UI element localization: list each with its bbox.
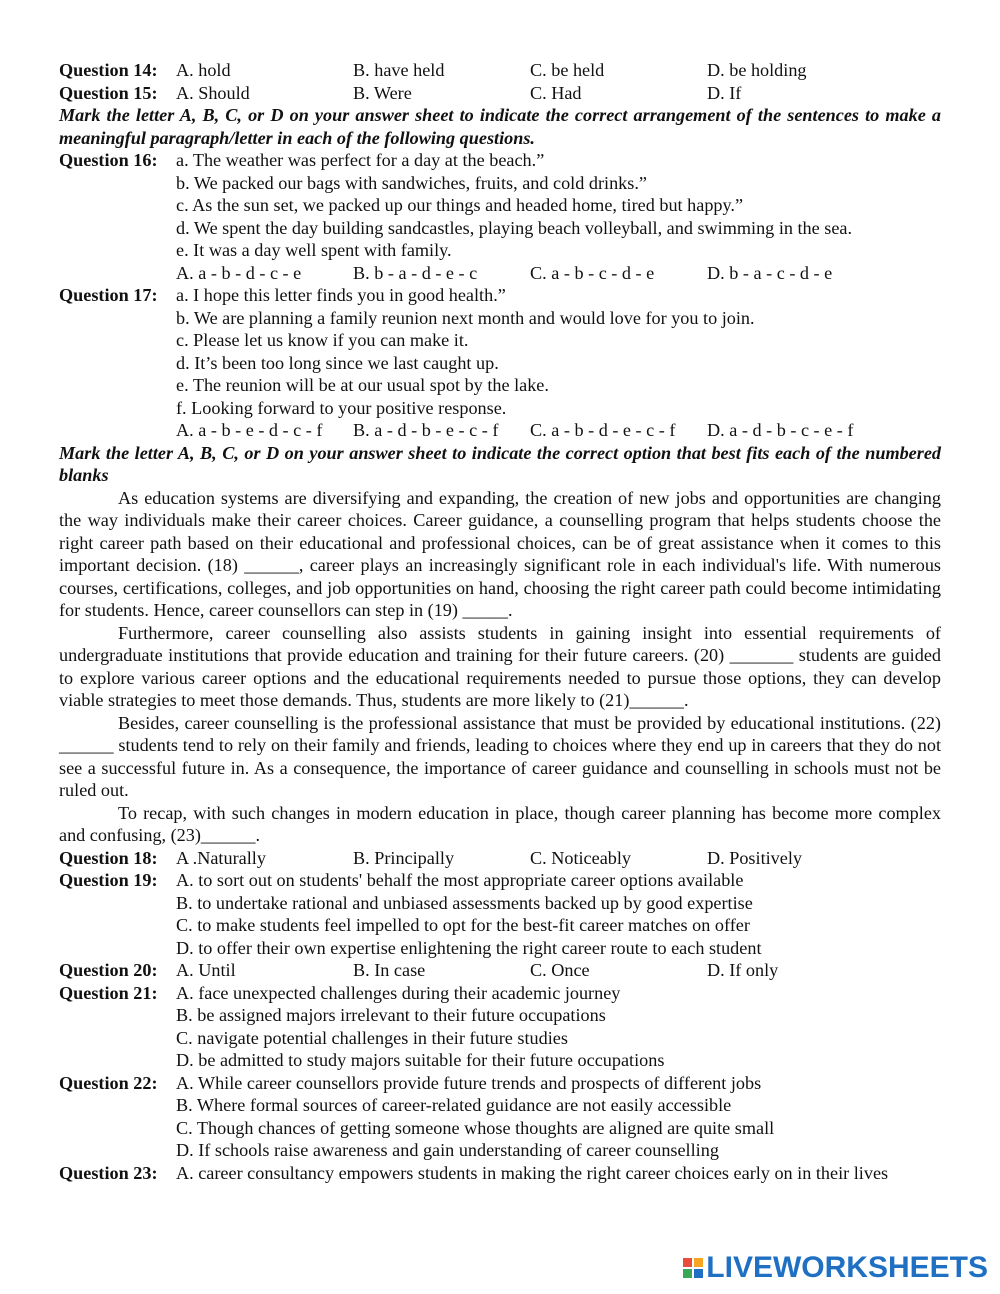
passage-paragraph: As education systems are diversifying and expanding, the creation of new jobs and opportunities are changing the way individuals make their career choices. Career guidance, a counselling program that helps students choose the right career path based on their educational and professional choices, can be of great assistance when it comes to this important decision. (18) ______, career plays an increasingly significant role in each individual's life. With numerous courses, certifications, colleges, and job opportunities on hand, choosing the right career path could become intimidating for students. Hence, career counsellors can step in (19) _____. <box>59 487 941 620</box>
option-d[interactable]: D. to offer their own expertise enlightening the right career route to each student <box>176 937 762 958</box>
option-b[interactable]: B. a - d - b - e - c - f <box>353 420 499 440</box>
passage-paragraph: To recap, with such changes in modern education in place, though career planning has become more complex and confusing, (23)______. <box>59 802 941 845</box>
options-row <box>176 82 941 105</box>
option-c[interactable]: C. to make students feel impelled to opt for the best-fit career matches on offer <box>176 915 750 935</box>
option-a[interactable]: A .Naturally <box>176 847 266 868</box>
question-label: Question 23: <box>59 1162 158 1183</box>
option-d[interactable]: D. If only <box>707 960 779 980</box>
option-d[interactable]: D. If schools raise awareness and gain understanding of career counselling <box>176 1140 719 1160</box>
question-label: Question 22: <box>59 1072 158 1093</box>
liveworksheets-logo <box>683 1252 988 1284</box>
option-a[interactable]: A. face unexpected challenges during their academic journey <box>176 982 621 1003</box>
sentence-a: a. I hope this letter finds you in good health.” <box>176 285 506 305</box>
question-14 <box>59 59 941 82</box>
question-18 <box>59 847 941 870</box>
question-label: Question 15: <box>59 82 158 103</box>
question-body <box>176 149 941 284</box>
options-row <box>176 59 941 82</box>
option-a[interactable]: A. Until <box>176 960 236 980</box>
option-b[interactable]: B. Were <box>353 82 412 103</box>
question-label: Question 21: <box>59 982 158 1003</box>
question-15 <box>59 82 941 105</box>
sentence-f: f. Looking forward to your positive response. <box>176 397 507 418</box>
sentence-e: e. The reunion will be at our usual spot by the lake. <box>176 375 549 395</box>
option-d[interactable]: D. be holding <box>707 60 807 80</box>
option-d[interactable]: D. be admitted to study majors suitable for their future occupations <box>176 1050 665 1070</box>
option-c[interactable]: C. be held <box>530 60 605 80</box>
question-21 <box>59 982 941 1072</box>
sentence-d: d. We spent the day building sandcastles, playing beach volleyball, and swimming in the sea. <box>176 217 853 238</box>
option-b[interactable]: B. Where formal sources of career-related guidance are not easily accessible <box>176 1095 732 1115</box>
question-label: Question 18: <box>59 847 158 868</box>
option-a[interactable]: A. hold <box>176 60 231 80</box>
question-16 <box>59 149 941 284</box>
logo-text: LIVEWORKSHEETS <box>706 1251 988 1284</box>
option-c[interactable]: C. navigate potential challenges in their future studies <box>176 1027 568 1048</box>
option-b[interactable]: B. have held <box>353 60 445 80</box>
worksheet <box>59 59 941 1184</box>
question-label: Question 19: <box>59 870 158 890</box>
sentence-b: b. We are planning a family reunion next month and would love for you to join. <box>176 307 755 328</box>
sentence-a: a. The weather was perfect for a day at the beach.” <box>176 150 545 170</box>
sentence-c: c. As the sun set, we packed up our things and headed home, tired but happy.” <box>176 195 744 215</box>
question-19 <box>59 869 941 959</box>
question-20 <box>59 959 941 982</box>
option-a[interactable]: A. a - b - d - c - e <box>176 262 302 283</box>
option-c[interactable]: C. a - b - c - d - e <box>530 262 655 283</box>
question-23 <box>59 1162 941 1185</box>
option-a[interactable]: A. career consultancy empowers students in making the right career choices early on in their lives <box>176 1162 889 1183</box>
option-d[interactable]: D. a - d - b - c - e - f <box>707 420 854 440</box>
option-a[interactable]: A. While career counsellors provide future trends and prospects of different jobs <box>176 1072 762 1093</box>
options-list <box>176 982 941 1072</box>
question-label: Question 17: <box>59 285 158 305</box>
options-row <box>176 262 941 285</box>
option-c[interactable]: C. Though chances of getting someone whose thoughts are aligned are quite small <box>176 1117 775 1138</box>
options-row <box>176 847 941 870</box>
option-c[interactable]: C. a - b - d - e - c - f <box>530 420 676 440</box>
option-b[interactable]: B. b - a - d - e - c <box>353 262 478 283</box>
option-a[interactable]: A. to sort out on students' behalf the most appropriate career options available <box>176 870 744 890</box>
option-c[interactable]: C. Noticeably <box>530 847 632 868</box>
option-d[interactable]: D. If <box>707 82 742 103</box>
option-b[interactable]: B. be assigned majors irrelevant to their future occupations <box>176 1005 606 1025</box>
sentence-b: b. We packed our bags with sandwiches, fruits, and cold drinks.” <box>176 172 647 193</box>
options-list <box>176 1072 941 1162</box>
instruction-cloze: Mark the letter A, B, C, or D on your answer sheet to indicate the correct option that best fits each of the numbered blanks <box>59 442 941 485</box>
option-b[interactable]: B. to undertake rational and unbiased assessments backed up by good expertise <box>176 892 753 913</box>
options-list <box>176 1162 941 1185</box>
question-17 <box>59 284 941 442</box>
question-label: Question 16: <box>59 150 158 170</box>
sentence-e: e. It was a day well spent with family. <box>176 240 452 260</box>
option-b[interactable]: B. Principally <box>353 847 455 868</box>
option-d[interactable]: D. b - a - c - d - e <box>707 262 833 283</box>
options-list <box>176 869 941 959</box>
option-c[interactable]: C. Had <box>530 82 582 103</box>
question-label: Question 20: <box>59 960 158 980</box>
sentence-d: d. It’s been too long since we last caught up. <box>176 352 499 373</box>
option-b[interactable]: B. In case <box>353 960 426 980</box>
passage-paragraph: Furthermore, career counselling also assists students in gaining insight into essential requirements of undergraduate institutions that provide education and training for their future careers. (20) _______ students are guided to explore various career options and the educational requirements needed to pursue those options, they can develop viable strategies to meet those demands. Thus, students are more likely to (21)______. <box>59 622 941 710</box>
options-row <box>176 419 941 442</box>
option-a[interactable]: A. Should <box>176 82 250 103</box>
question-22 <box>59 1072 941 1162</box>
question-body <box>176 284 941 442</box>
question-label: Question 14: <box>59 60 158 80</box>
option-a[interactable]: A. a - b - e - d - c - f <box>176 420 323 440</box>
options-row <box>176 959 941 982</box>
logo-mark-icon <box>683 1258 703 1278</box>
instruction-arrangement: Mark the letter A, B, C, or D on your answer sheet to indicate the correct arrangement of the sentences to make a meaningful paragraph/letter in each of the following questions. <box>59 105 941 148</box>
sentence-c: c. Please let us know if you can make it. <box>176 330 469 350</box>
option-d[interactable]: D. Positively <box>707 847 802 868</box>
passage-paragraph: Besides, career counselling is the professional assistance that must be provided by educational institutions. (22) ______ students tend to rely on their family and friends, leading to choices where they end up in careers that they do not see a successful future in. As a consequence, the importance of career guidance and counselling in schools must not be ruled out. <box>59 712 941 800</box>
option-c[interactable]: C. Once <box>530 960 590 980</box>
